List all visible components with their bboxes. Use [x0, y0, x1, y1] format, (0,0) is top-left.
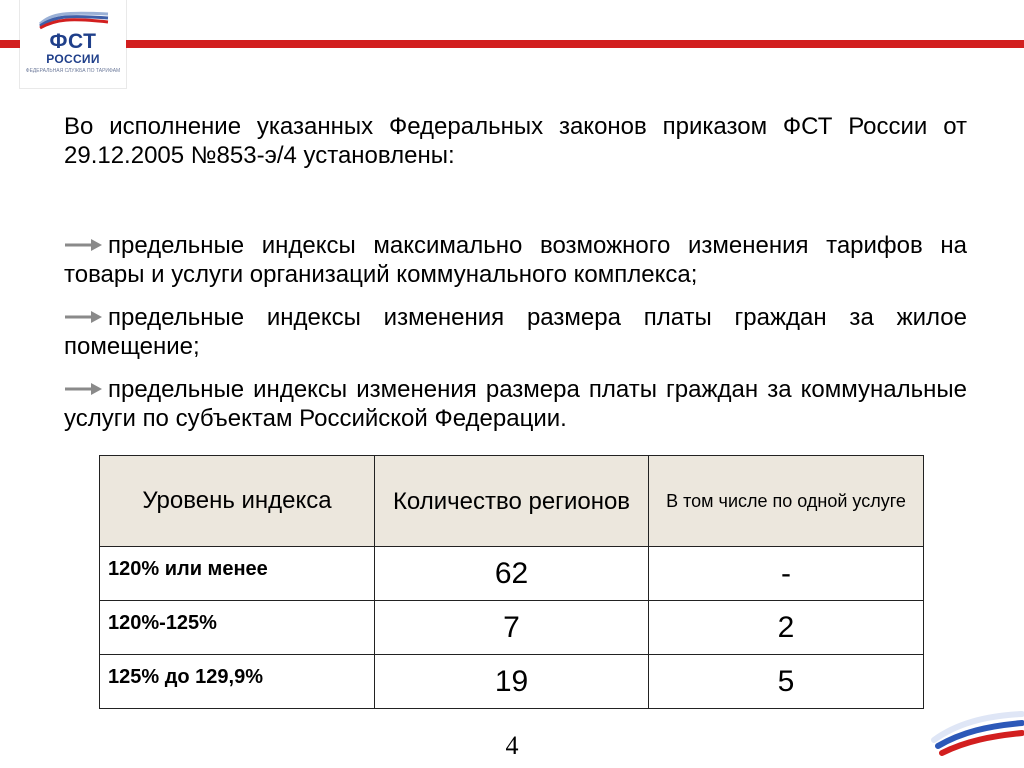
table-row	[100, 547, 924, 601]
intro-text: Во исполнение указанных Федеральных законов приказом ФСТ России от 29.12.2005 №853-э/4 установлены:	[64, 113, 967, 169]
index-table	[99, 455, 923, 709]
table-header-cell: Количество регионов	[375, 456, 649, 547]
main-content	[64, 112, 967, 433]
logo-title: ФСТ	[49, 30, 97, 53]
table-header-row	[100, 456, 924, 547]
arrow-right-icon	[64, 310, 104, 324]
table-cell: -	[649, 547, 924, 601]
table-cell	[100, 547, 375, 601]
logo-subtitle: РОССИИ	[46, 52, 100, 66]
table-header-cell: В том числе по одной услуге	[649, 456, 924, 547]
table-row	[100, 655, 924, 709]
spacer	[64, 170, 967, 217]
table-cell: 19	[375, 655, 649, 709]
row-label: 125% до 129,9%	[108, 666, 264, 688]
table-cell: 2	[649, 601, 924, 655]
arrow-right-icon	[64, 382, 104, 396]
header-divider-left	[0, 40, 20, 48]
bullet-text: предельные индексы изменения размера платы граждан за жилое помещение;	[64, 304, 967, 360]
row-label: 120%-125%	[108, 612, 217, 634]
bullet-text: предельные индексы максимально возможного изменения тарифов на товары и услуги организаций коммунального комплекса;	[64, 232, 967, 288]
table-row	[100, 601, 924, 655]
row-label: 120% или менее	[108, 558, 268, 580]
logo-box	[20, 0, 126, 88]
bullet-item	[64, 231, 967, 289]
flag-icon	[38, 10, 110, 30]
table-cell	[100, 601, 375, 655]
table-cell	[100, 655, 375, 709]
table-cell: 5	[649, 655, 924, 709]
table-cell: 62	[375, 547, 649, 601]
page-number: 4	[505, 731, 519, 760]
header-divider-right	[126, 40, 1024, 48]
table-cell: 7	[375, 601, 649, 655]
bullet-item	[64, 303, 967, 361]
logo-caption: ФЕДЕРАЛЬНАЯ СЛУЖБА ПО ТАРИФАМ	[25, 68, 121, 74]
flag-swoosh-icon	[928, 706, 1024, 758]
arrow-right-icon	[64, 238, 104, 252]
bullet-item	[64, 375, 967, 433]
bullet-text: предельные индексы изменения размера платы граждан за коммунальные услуги по субъектам Российской Федерации.	[64, 376, 967, 432]
table-header-cell: Уровень индекса	[100, 456, 375, 547]
